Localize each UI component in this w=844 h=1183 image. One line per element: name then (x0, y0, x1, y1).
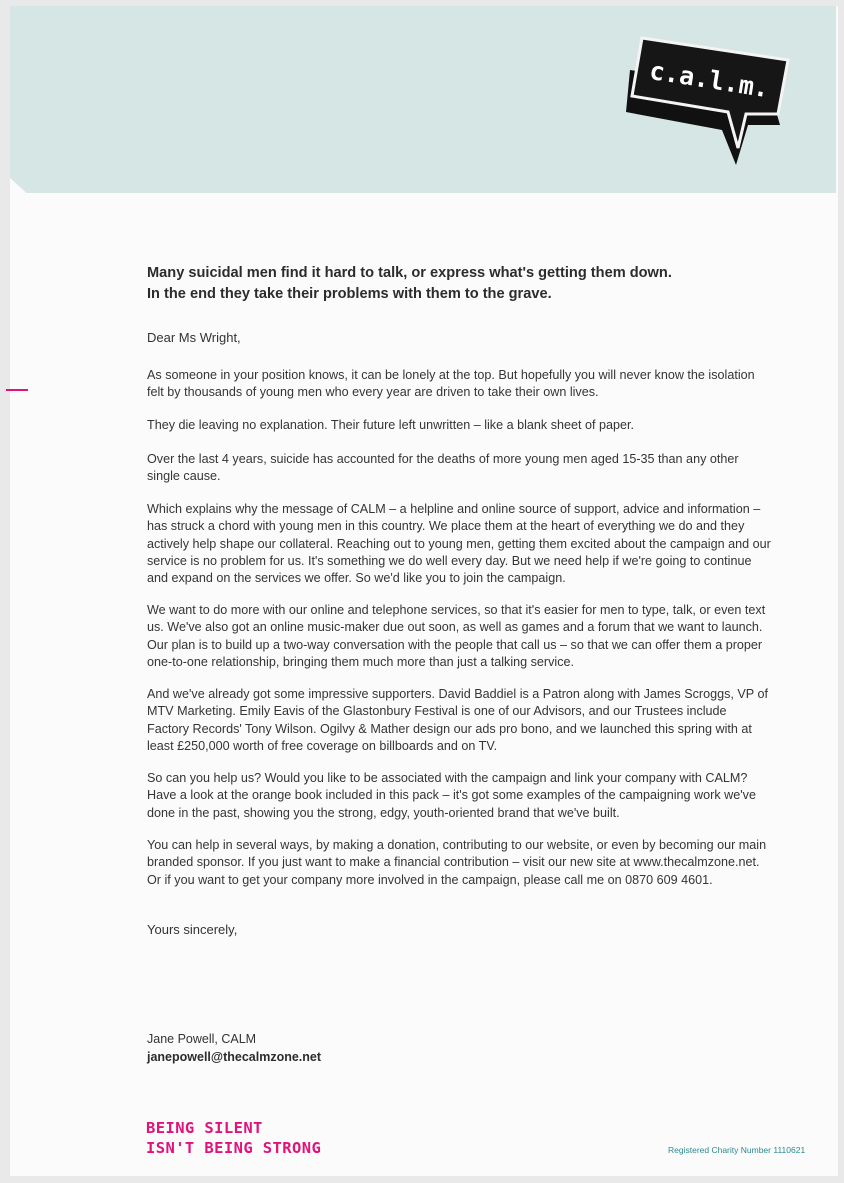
signature-email[interactable]: janepowell@thecalmzone.net (147, 1050, 322, 1064)
paragraph: As someone in your position knows, it can be lonely at the top. But hopefully you will never know the isolation felt by thousands of young men who every year are driven to take their own lives. (147, 368, 755, 400)
slogan-line-2: ISN'T BEING STRONG (146, 1139, 322, 1157)
paragraph: Over the last 4 years, suicide has accounted for the deaths of more young men aged 15-35 than any other single cause. (147, 452, 739, 484)
paragraph: They die leaving no explanation. Their future left unwritten – like a blank sheet of paper. (147, 418, 635, 432)
closing: Yours sincerely, (147, 922, 238, 937)
paragraph: You can help in several ways, by making a donation, contributing to our website, or even by becoming our main branded sponsor. If you just want to make a financial contribution – visit our new site at www.thecalmzone.net. Or if you want to get your company more involved in the campaign, please call me on 0870 609 4601. (147, 838, 767, 887)
paragraph: We want to do more with our online and telephone services, so that it's easier for men to type, talk, or even text us. We've also got an online music-maker due out soon, as well as games and a forum that we want to launch. Our plan is to build up a two-way conversation with the people that call us – so that we can offer them a proper one-to-one relationship, bringing them much more than just a talking service. (147, 603, 766, 669)
headline-line-1: Many suicidal men find it hard to talk, or express what's getting them down. (147, 265, 672, 281)
headline-line-2: In the end they take their problems with them to the grave. (147, 286, 552, 302)
logo-text: c.a.l.m. (647, 55, 772, 104)
signature-name: Jane Powell, CALM (147, 1032, 257, 1046)
charity-number: Registered Charity Number 1110621 (668, 1145, 806, 1155)
paragraph: So can you help us? Would you like to be associated with the campaign and link your company with CALM? Have a look at the orange book included in this pack – it's got some examples of the campaigning work we've done in the past, showing you the strong, edgy, youth-oriented brand that we've built. (147, 771, 756, 820)
calm-logo (620, 30, 792, 170)
salutation: Dear Ms Wright, (147, 330, 241, 345)
calm-speech-bubble-icon (620, 30, 792, 170)
slogan-line-1: BEING SILENT (146, 1119, 263, 1137)
paragraph: Which explains why the message of CALM – a helpline and online source of support, advice and information – has struck a chord with young men in this country. We place them at the heart of everything we do and they actively help shape our collateral. Reaching out to young men, getting them excited about the campaign and our service is no problem for us. It's something we do well every day. But we need help if we're going to continue and expand on the services we offer. So we'd like you to join the campaign. (147, 502, 771, 586)
letter-headline (147, 263, 767, 305)
margin-mark (6, 389, 28, 391)
paragraph: And we've already got some impressive supporters. David Baddiel is a Patron along with James Scroggs, VP of MTV Marketing. Emily Eavis of the Glastonbury Festival is one of our Advisors, and our Trustees include Factory Records' Tony Wilson. Ogilvy & Mather design our ads pro bono, and we launched this spring with at least £250,000 worth of free coverage on billboards and on TV. (147, 687, 768, 753)
footer-slogan (146, 1118, 321, 1158)
